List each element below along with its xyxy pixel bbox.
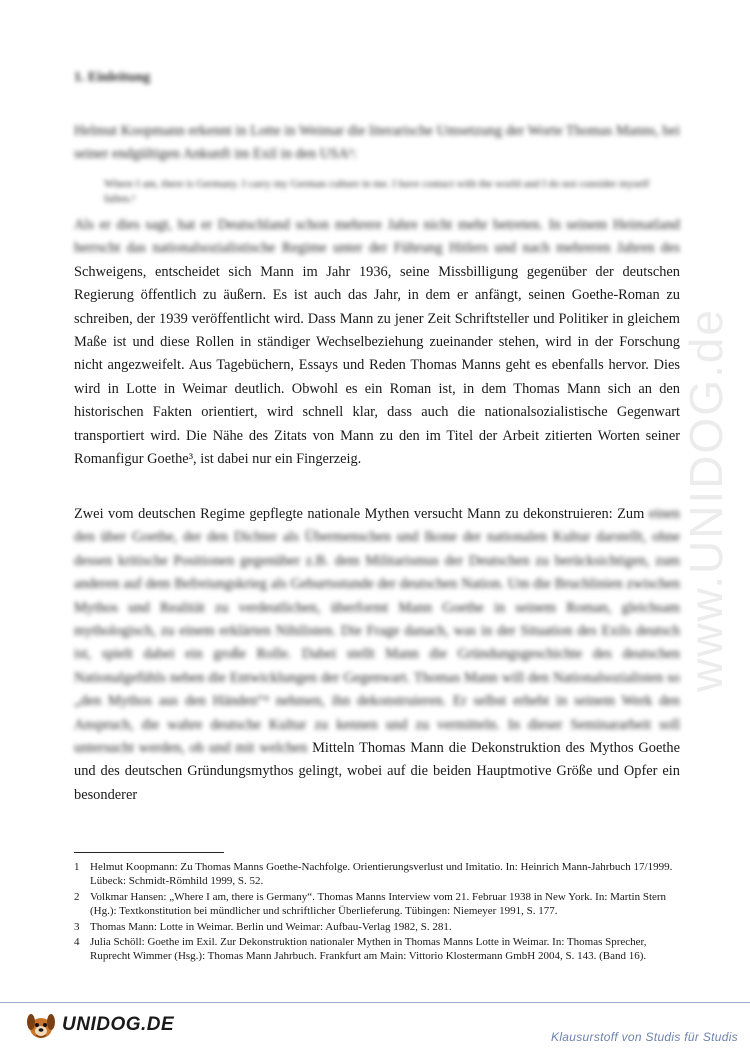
footnote-item bbox=[74, 920, 680, 934]
intro-paragraph: Helmut Koopmann erkennt in Lotte in Weimar die literarische Umsetzung der Worte Thomas Manns, bei seiner endgültigen Ankunft im Exil in den USA¹: bbox=[74, 123, 680, 163]
paragraph-2-clear-start: Zwei vom deutschen Regime gepflegte nationale Mythen versucht Mann zu dekonstruieren: Zum bbox=[74, 506, 645, 522]
paragraph-2-blurred: einen den über Goethe, der den Dichter als Übermenschen und Ikone der nationalen Kultur darstellt, ohne dessen kritische Positionen gegenüber z.B. dem Militarismus der Deutschen zu berücksichtigen, zum anderen auf dem Befreiungskrieg als Geburtsstunde der deutschen Nation. Um die Bruchlinien zwischen Mythos und Realität zu verdeutlichen, überformt Mann Goethe in seinem Roman, gleichsam mythologisch, zu einem erklärten Nihilisten. Die Frage danach, was in der Situation des Exils deutsch ist, spielt dabei ein große Rolle. Dabei stellt Mann die Gründungsgeschichte des deutschen Nationalgefühls neben die Entwicklungen der Gegenwart. Thomas Mann will den Nationalsozialisten so „den Mythos aus den Händen“⁴ nehmen, ihn dekonstruieren. Er selbst erhebt in seinem Werk den Anspruch, die wahre deutsche Kultur zu kennen und zu vermitteln. In dieser Seminararbeit soll untersucht werden, ob und mit welchen bbox=[74, 506, 680, 757]
block-quote: Where I am, there is Germany. I carry my German culture in me. I have contact with the world and I do not consider myself fallen.² bbox=[104, 178, 650, 205]
footnote-item bbox=[74, 935, 680, 964]
footnote-text: Volkmar Hansen: „Where I am, there is Germany“. Thomas Manns Interview vom 21. Februar 1938 in New York. In: Martin Stern (Hg.): Textkonstitution bei mündlicher und schriftlicher Überlieferung. Tübingen: Niemeyer 1991, S. 177. bbox=[90, 890, 667, 918]
section-heading: 1. Einleitung bbox=[74, 70, 151, 85]
footnote-text: Julia Schöll: Goethe im Exil. Zur Dekonstruktion nationaler Mythen in Thomas Manns Lotte in Weimar. In: Thomas Sprecher, Ruprecht Wimmer (Hsg.): Thomas Mann Jahrbuch. Frankfurt am Main: Vittorio Klostermann GmbH 2004, S. 143. (Band 16). bbox=[90, 936, 647, 963]
logo-text: UNIDOG.DE bbox=[62, 1014, 175, 1035]
footnote-item bbox=[74, 860, 680, 889]
footnote-number: 1 bbox=[74, 861, 80, 873]
paragraph-2 bbox=[74, 503, 680, 807]
dog-mascot-icon bbox=[24, 1010, 58, 1040]
footnote-number: 3 bbox=[74, 920, 80, 933]
paragraph-1-clear: Schweigens, entscheidet sich Mann im Jahr 1936, seine Missbilligung gegenüber der deutschen Regierung öffentlich zu äußern. Es ist auch das Jahr, in dem er anfängt, seinen Goethe-Roman zu schreiben, der 1939 veröffentlicht wird. Dass Mann zu jener Zeit Schriftsteller und Politiker in gleichem Maße ist und diese Rollen in ständiger Wechselbeziehung zueinander stehen, wird in der Forschung nicht angezweifelt. Aus Tagebüchern, Essays und Reden Thomas Manns geht es ebenfalls hervor. Dies wird in Lotte in Weimar deutlich. Obwohl es ein Roman ist, in dem Thomas Mann sich an den historischen Fakten orientiert, wird schnell klar, dass auch die nationalsozialistische Gegenwart transportiert wird. Die Nähe des Zitats von Mann zu den im Titel der Arbeit zitierten Worten seiner Romanfigur Goethe³, ist dabei nur ein Fingerzeig. bbox=[74, 263, 680, 468]
footnote-divider bbox=[74, 852, 224, 853]
paragraph-2-clear-end: Mitteln Thomas Mann die Dekonstruktion des Mythos Goethe und des deutschen Gründungsmythos gelingt, wobei auf die beiden Hauptmotive Größe und Opfer ein besonderer bbox=[74, 740, 680, 803]
footnotes-list bbox=[74, 860, 680, 965]
footnote-number: 4 bbox=[74, 936, 80, 949]
unidog-logo[interactable] bbox=[24, 1010, 174, 1040]
footnote-text: Thomas Mann: Lotte in Weimar. Berlin und Weimar: Aufbau-Verlag 1982, S. 281. bbox=[90, 920, 452, 933]
footer-tagline: Klausurstoff von Studis für Studis bbox=[551, 1030, 738, 1044]
footnote-text: Helmut Koopmann: Zu Thomas Manns Goethe-Nachfolge. Orientierungsverlust und Imitatio. In: Heinrich Mann-Jahrbuch 17/1999. Lübeck: Schmidt-Römhild 1999, S. 52. bbox=[90, 861, 673, 888]
footnote-item bbox=[74, 890, 680, 919]
watermark-text: www.UNIDOG.de bbox=[680, 308, 733, 692]
footnote-number: 2 bbox=[74, 890, 80, 903]
paragraph-1 bbox=[74, 214, 680, 471]
paragraph-1-blurred: Als er dies sagt, hat er Deutschland schon mehrere Jahre nicht mehr betreten. In seinem Heimatland herrscht das nationalsozialistische Regime unter der Führung Hitlers und nach mehreren Jahren des bbox=[74, 217, 680, 257]
footer-divider bbox=[0, 1002, 750, 1003]
